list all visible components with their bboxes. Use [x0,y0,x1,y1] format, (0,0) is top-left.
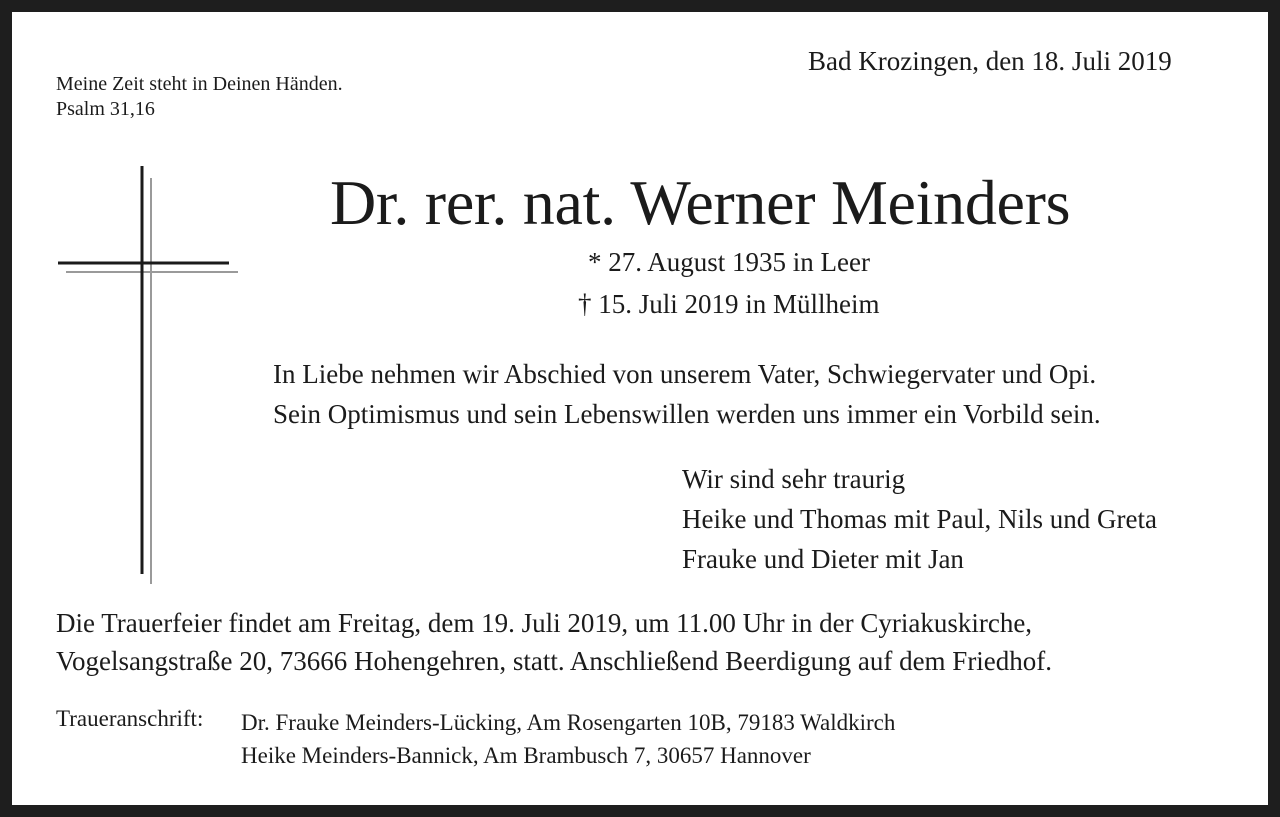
deceased-name: Dr. rer. nat. Werner Meinders [330,167,1071,238]
farewell-text [273,354,1101,434]
address-line: Dr. Frauke Meinders-Lücking, Am Rosengarten 10B, 79183 Waldkirch [241,710,896,735]
motto-quote: Meine Zeit steht in Deinen Händen. [56,73,343,95]
death-date: † 15. Juli 2019 in Müllheim [578,289,880,319]
motto-reference: Psalm 31,16 [56,98,155,120]
farewell-line: In Liebe nehmen wir Abschied von unserem Vater, Schwiegervater und Opi. [273,359,1097,389]
ceremony-line: Vogelsangstraße 20, 73666 Hohengehren, statt. Anschließend Beerdigung auf dem Friedhof. [56,646,1053,676]
cross-icon [0,0,260,600]
mourners [682,459,1157,579]
address-block [241,706,895,772]
mourners-intro: Wir sind sehr traurig [682,464,906,494]
farewell-line: Sein Optimismus und sein Lebenswillen werden uns immer ein Vorbild sein. [273,399,1101,429]
mourners-line: Heike und Thomas mit Paul, Nils und Greta [682,504,1157,534]
ceremony-notice [56,604,1052,680]
address-label: Traueranschrift: [56,706,204,731]
birth-date: * 27. August 1935 in Leer [588,247,870,277]
place-date: Bad Krozingen, den 18. Juli 2019 [808,46,1172,76]
mourners-line: Frauke und Dieter mit Jan [682,544,964,574]
ceremony-line: Die Trauerfeier findet am Freitag, dem 19. Juli 2019, um 11.00 Uhr in der Cyriakuskirche, [56,608,1033,638]
address-line: Heike Meinders-Bannick, Am Brambusch 7, 30657 Hannover [241,743,811,768]
